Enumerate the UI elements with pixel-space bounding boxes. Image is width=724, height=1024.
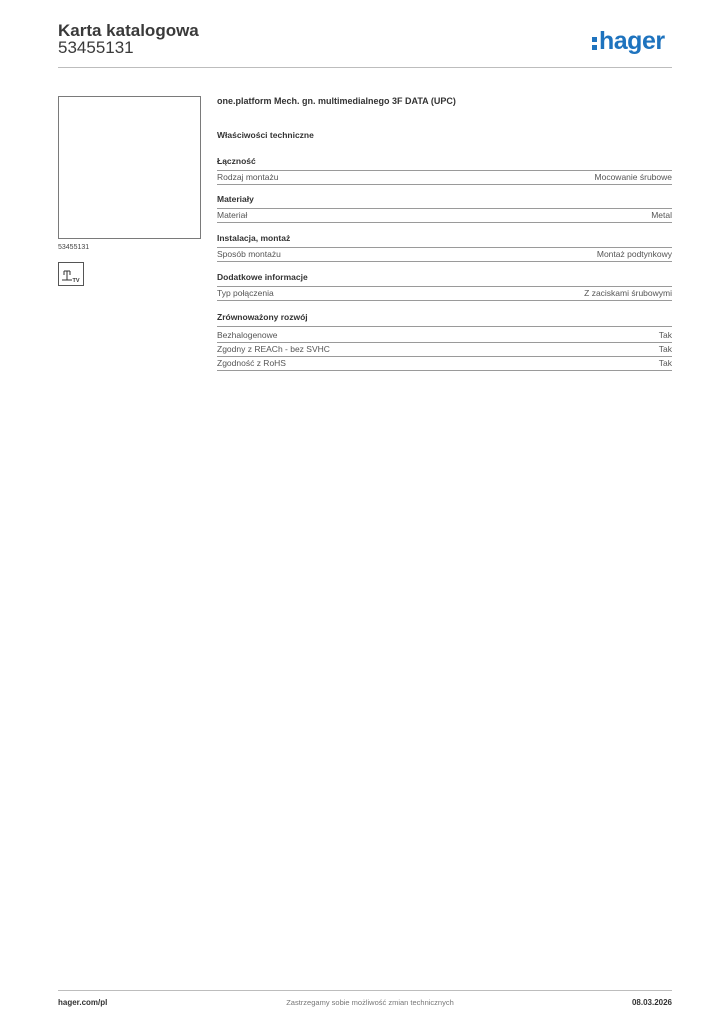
footer-date: 08.03.2026 <box>631 998 672 1007</box>
group-title-connectivity: Łączność <box>217 156 672 171</box>
catalog-code: 53455131 <box>58 38 134 57</box>
spec-row <box>217 328 672 343</box>
footer-website-link[interactable]: hager.com/pl <box>58 998 108 1007</box>
spec-row <box>217 208 672 223</box>
logo-text: hager <box>599 27 665 55</box>
footer-notice: Zastrzegamy sobie możliwość zmian technicznych <box>286 998 454 1007</box>
section-title: Właściwości techniczne <box>217 130 314 140</box>
spec-row <box>217 170 672 185</box>
spec-value: Mocowanie śrubowe <box>594 172 672 182</box>
group-title-sustainability: Zrównoważony rozwój <box>217 312 672 327</box>
spec-key: Sposób montażu <box>217 249 281 259</box>
spec-key: Typ połączenia <box>217 288 274 298</box>
spec-row <box>217 247 672 262</box>
spec-value: Tak <box>658 344 672 354</box>
logo-dots-icon <box>592 34 597 51</box>
spec-key: Zgodny z REACh - bez SVHC <box>217 344 330 354</box>
spec-key: Materiał <box>217 210 248 220</box>
spec-row <box>217 342 672 357</box>
group-title-additional-info: Dodatkowe informacje <box>217 272 672 287</box>
product-name: one.platform Mech. gn. multimedialnego 3F DATA (UPC) <box>217 96 456 106</box>
page-title: Karta katalogowa <box>58 21 199 40</box>
group-title-materials: Materiały <box>217 194 672 209</box>
header-divider <box>58 67 672 68</box>
group-title-installation: Instalacja, montaż <box>217 233 672 248</box>
spec-key: Bezhalogenowe <box>217 330 278 340</box>
spec-row <box>217 356 672 371</box>
product-image-caption: 53455131 <box>58 244 90 251</box>
hager-logo <box>592 29 665 54</box>
spec-value: Metal <box>651 210 672 220</box>
product-image-frame <box>58 96 201 239</box>
spec-value: Tak <box>658 358 672 368</box>
spec-key: Zgodność z RoHS <box>217 358 286 368</box>
spec-row <box>217 286 672 301</box>
tv-socket-icon <box>58 262 84 286</box>
spec-key: Rodzaj montażu <box>217 172 279 182</box>
footer-divider <box>58 990 672 991</box>
spec-value: Tak <box>658 330 672 340</box>
spec-value: Z zaciskami śrubowymi <box>584 288 672 298</box>
spec-value: Montaż podtynkowy <box>596 249 672 259</box>
svg-text:TV: TV <box>72 278 80 284</box>
